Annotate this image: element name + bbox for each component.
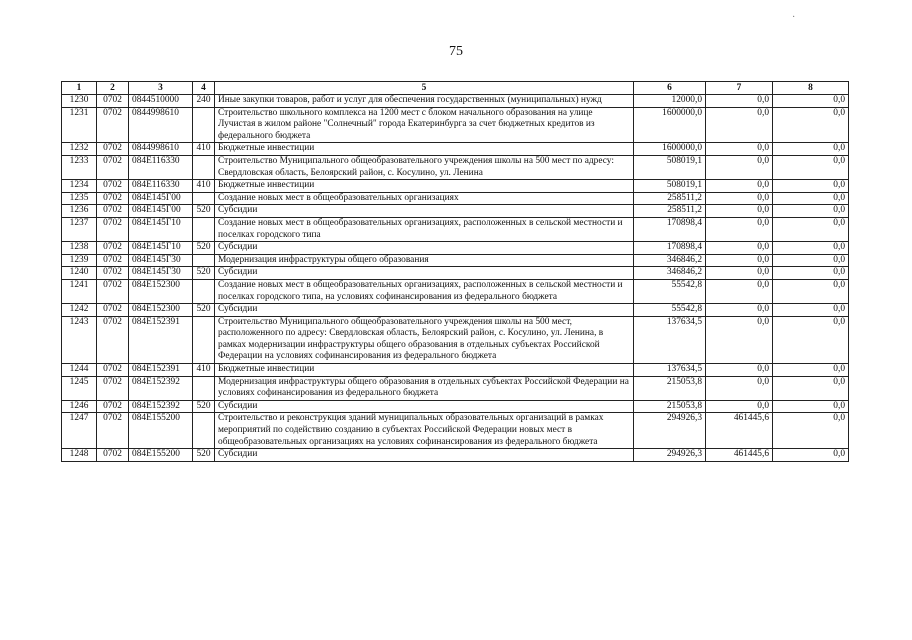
section-code: 0702 <box>97 304 129 317</box>
amount-col7: 461445,6 <box>706 449 773 462</box>
expense-type <box>193 413 215 449</box>
row-number: 1238 <box>62 242 97 255</box>
item-name: Субсидии <box>215 242 634 255</box>
section-code: 0702 <box>97 155 129 179</box>
table-row <box>62 107 849 143</box>
table-row <box>62 192 849 205</box>
amount-col6: 1600000,0 <box>634 107 706 143</box>
target-code: 0844998610 <box>129 143 193 156</box>
expense-type <box>193 254 215 267</box>
amount-col6: 294926,3 <box>634 449 706 462</box>
expense-type: 520 <box>193 242 215 255</box>
target-code: 0844998610 <box>129 107 193 143</box>
amount-col6: 346846,2 <box>634 267 706 280</box>
amount-col8: 0,0 <box>773 279 849 303</box>
section-code: 0702 <box>97 279 129 303</box>
amount-col6: 170898,4 <box>634 217 706 241</box>
expense-type: 240 <box>193 95 215 108</box>
amount-col7: 0,0 <box>706 155 773 179</box>
amount-col8: 0,0 <box>773 267 849 280</box>
section-code: 0702 <box>97 95 129 108</box>
row-number: 1244 <box>62 364 97 377</box>
amount-col7: 0,0 <box>706 267 773 280</box>
amount-col8: 0,0 <box>773 180 849 193</box>
amount-col6: 12000,0 <box>634 95 706 108</box>
target-code: 084Е145Г30 <box>129 267 193 280</box>
section-code: 0702 <box>97 143 129 156</box>
amount-col7: 0,0 <box>706 180 773 193</box>
expense-type <box>193 107 215 143</box>
amount-col7: 0,0 <box>706 364 773 377</box>
amount-col7: 0,0 <box>706 217 773 241</box>
table-row <box>62 279 849 303</box>
amount-col6: 137634,5 <box>634 316 706 363</box>
section-code: 0702 <box>97 107 129 143</box>
row-number: 1236 <box>62 205 97 218</box>
amount-col6: 346846,2 <box>634 254 706 267</box>
table-row <box>62 242 849 255</box>
col-header-7: 7 <box>706 82 773 95</box>
item-name: Строительство Муниципального общеобразовательного учреждения школы на 500 мест, расположенного по адресу: Свердловская область, Белоярский район, с. Косулино, ул. Ленина, в рамках модернизации инфраструктуры общего образования в отдельных субъектах Российской Федерации на условиях софинансирования из федерального бюджета <box>215 316 634 363</box>
target-code: 084Е145Г10 <box>129 242 193 255</box>
col-header-8: 8 <box>773 82 849 95</box>
amount-col8: 0,0 <box>773 155 849 179</box>
section-code: 0702 <box>97 217 129 241</box>
item-name: Субсидии <box>215 267 634 280</box>
table-row <box>62 205 849 218</box>
item-name: Субсидии <box>215 449 634 462</box>
amount-col6: 215053,8 <box>634 376 706 400</box>
expense-type <box>193 316 215 363</box>
item-name: Строительство Муниципального общеобразовательного учреждения школы на 500 мест по адресу: Свердловская область, Белоярский район, с. Косулино, ул. Ленина <box>215 155 634 179</box>
row-number: 1239 <box>62 254 97 267</box>
table-row <box>62 267 849 280</box>
item-name: Бюджетные инвестиции <box>215 364 634 377</box>
target-code: 0844510000 <box>129 95 193 108</box>
expense-type <box>193 217 215 241</box>
row-number: 1232 <box>62 143 97 156</box>
target-code: 084Е145Г00 <box>129 192 193 205</box>
amount-col6: 215053,8 <box>634 400 706 413</box>
table-row <box>62 304 849 317</box>
item-name: Субсидии <box>215 205 634 218</box>
page-number: 75 <box>449 44 463 59</box>
target-code: 084Е152300 <box>129 279 193 303</box>
expense-type <box>193 192 215 205</box>
target-code: 084Е152392 <box>129 376 193 400</box>
expense-type: 520 <box>193 205 215 218</box>
amount-col6: 137634,5 <box>634 364 706 377</box>
section-code: 0702 <box>97 254 129 267</box>
amount-col8: 0,0 <box>773 254 849 267</box>
target-code: 084Е152391 <box>129 364 193 377</box>
row-number: 1240 <box>62 267 97 280</box>
col-header-5: 5 <box>215 82 634 95</box>
amount-col7: 0,0 <box>706 107 773 143</box>
target-code: 084Е152300 <box>129 304 193 317</box>
amount-col8: 0,0 <box>773 205 849 218</box>
target-code: 084Е145Г30 <box>129 254 193 267</box>
target-code: 084Е116330 <box>129 180 193 193</box>
amount-col7: 0,0 <box>706 376 773 400</box>
item-name: Субсидии <box>215 400 634 413</box>
expense-type <box>193 279 215 303</box>
target-code: 084Е155200 <box>129 449 193 462</box>
item-name: Строительство школьного комплекса на 1200 мест с блоком начального образования на улице Лучистая в жилом районе "Солнечный" города Екатеринбурга за счет бюджетных кредитов из федерального бюджета <box>215 107 634 143</box>
section-code: 0702 <box>97 205 129 218</box>
amount-col7: 0,0 <box>706 254 773 267</box>
amount-col7: 0,0 <box>706 143 773 156</box>
expense-type: 410 <box>193 180 215 193</box>
row-number: 1235 <box>62 192 97 205</box>
item-name: Модернизация инфраструктуры общего образования <box>215 254 634 267</box>
table-body <box>62 95 849 462</box>
amount-col7: 0,0 <box>706 304 773 317</box>
target-code: 084Е152392 <box>129 400 193 413</box>
amount-col7: 0,0 <box>706 242 773 255</box>
section-code: 0702 <box>97 267 129 280</box>
expense-type: 410 <box>193 364 215 377</box>
target-code: 084Е155200 <box>129 413 193 449</box>
target-code: 084Е152391 <box>129 316 193 363</box>
target-code: 084Е116330 <box>129 155 193 179</box>
table-row <box>62 364 849 377</box>
amount-col7: 0,0 <box>706 95 773 108</box>
amount-col6: 294926,3 <box>634 413 706 449</box>
expense-type <box>193 376 215 400</box>
amount-col6: 258511,2 <box>634 192 706 205</box>
amount-col6: 55542,8 <box>634 304 706 317</box>
section-code: 0702 <box>97 413 129 449</box>
amount-col8: 0,0 <box>773 400 849 413</box>
row-number: 1245 <box>62 376 97 400</box>
row-number: 1231 <box>62 107 97 143</box>
table-row <box>62 449 849 462</box>
budget-table <box>61 81 849 462</box>
table-row <box>62 413 849 449</box>
table-row <box>62 180 849 193</box>
item-name: Иные закупки товаров, работ и услуг для обеспечения государственных (муниципальных) нужд <box>215 95 634 108</box>
amount-col8: 0,0 <box>773 143 849 156</box>
row-number: 1234 <box>62 180 97 193</box>
col-header-6: 6 <box>634 82 706 95</box>
row-number: 1246 <box>62 400 97 413</box>
expense-type: 520 <box>193 267 215 280</box>
amount-col7: 0,0 <box>706 400 773 413</box>
row-number: 1237 <box>62 217 97 241</box>
amount-col8: 0,0 <box>773 364 849 377</box>
amount-col7: 0,0 <box>706 205 773 218</box>
expense-type: 520 <box>193 449 215 462</box>
section-code: 0702 <box>97 400 129 413</box>
col-header-2: 2 <box>97 82 129 95</box>
table-row <box>62 217 849 241</box>
amount-col8: 0,0 <box>773 95 849 108</box>
amount-col8: 0,0 <box>773 192 849 205</box>
row-number: 1233 <box>62 155 97 179</box>
item-name: Субсидии <box>215 304 634 317</box>
amount-col6: 55542,8 <box>634 279 706 303</box>
section-code: 0702 <box>97 180 129 193</box>
expense-type: 520 <box>193 304 215 317</box>
expense-type <box>193 155 215 179</box>
row-number: 1247 <box>62 413 97 449</box>
amount-col8: 0,0 <box>773 217 849 241</box>
section-code: 0702 <box>97 449 129 462</box>
amount-col7: 0,0 <box>706 316 773 363</box>
row-number: 1243 <box>62 316 97 363</box>
target-code: 084Е145Г10 <box>129 217 193 241</box>
item-name: Создание новых мест в общеобразовательных организациях, расположенных в сельской местности и поселках городского типа <box>215 217 634 241</box>
amount-col8: 0,0 <box>773 376 849 400</box>
amount-col8: 0,0 <box>773 107 849 143</box>
table-row <box>62 254 849 267</box>
item-name: Модернизация инфраструктуры общего образования в отдельных субъектах Российской Федерации на условиях софинансирования из федерального бюджета <box>215 376 634 400</box>
col-header-1: 1 <box>62 82 97 95</box>
row-number: 1242 <box>62 304 97 317</box>
section-code: 0702 <box>97 242 129 255</box>
item-name: Бюджетные инвестиции <box>215 180 634 193</box>
amount-col6: 170898,4 <box>634 242 706 255</box>
amount-col7: 0,0 <box>706 279 773 303</box>
amount-col7: 461445,6 <box>706 413 773 449</box>
row-number: 1241 <box>62 279 97 303</box>
row-number: 1230 <box>62 95 97 108</box>
amount-col6: 508019,1 <box>634 155 706 179</box>
row-number: 1248 <box>62 449 97 462</box>
expense-type: 520 <box>193 400 215 413</box>
amount-col6: 258511,2 <box>634 205 706 218</box>
table-row <box>62 400 849 413</box>
amount-col8: 0,0 <box>773 449 849 462</box>
target-code: 084Е145Г00 <box>129 205 193 218</box>
table-row <box>62 376 849 400</box>
col-header-3: 3 <box>129 82 193 95</box>
amount-col8: 0,0 <box>773 413 849 449</box>
amount-col7: 0,0 <box>706 192 773 205</box>
corner-mark: · <box>792 12 796 23</box>
section-code: 0702 <box>97 364 129 377</box>
table-row <box>62 143 849 156</box>
amount-col8: 0,0 <box>773 304 849 317</box>
item-name: Создание новых мест в общеобразовательных организациях, расположенных в сельской местности и поселках городского типа, на условиях софинансирования из федерального бюджета <box>215 279 634 303</box>
item-name: Создание новых мест в общеобразовательных организациях <box>215 192 634 205</box>
item-name: Бюджетные инвестиции <box>215 143 634 156</box>
expense-type: 410 <box>193 143 215 156</box>
table-row <box>62 316 849 363</box>
amount-col6: 508019,1 <box>634 180 706 193</box>
amount-col8: 0,0 <box>773 242 849 255</box>
section-code: 0702 <box>97 192 129 205</box>
section-code: 0702 <box>97 376 129 400</box>
amount-col6: 1600000,0 <box>634 143 706 156</box>
table-row <box>62 95 849 108</box>
table-row <box>62 155 849 179</box>
item-name: Строительство и реконструкция зданий муниципальных образовательных организаций в рамках мероприятий по содействию созданию в субъектах Российской Федерации новых мест в общеобразовательных организациях на условиях софинансирования из федерального бюджета <box>215 413 634 449</box>
section-code: 0702 <box>97 316 129 363</box>
col-header-4: 4 <box>193 82 215 95</box>
header-row <box>62 82 849 95</box>
amount-col8: 0,0 <box>773 316 849 363</box>
